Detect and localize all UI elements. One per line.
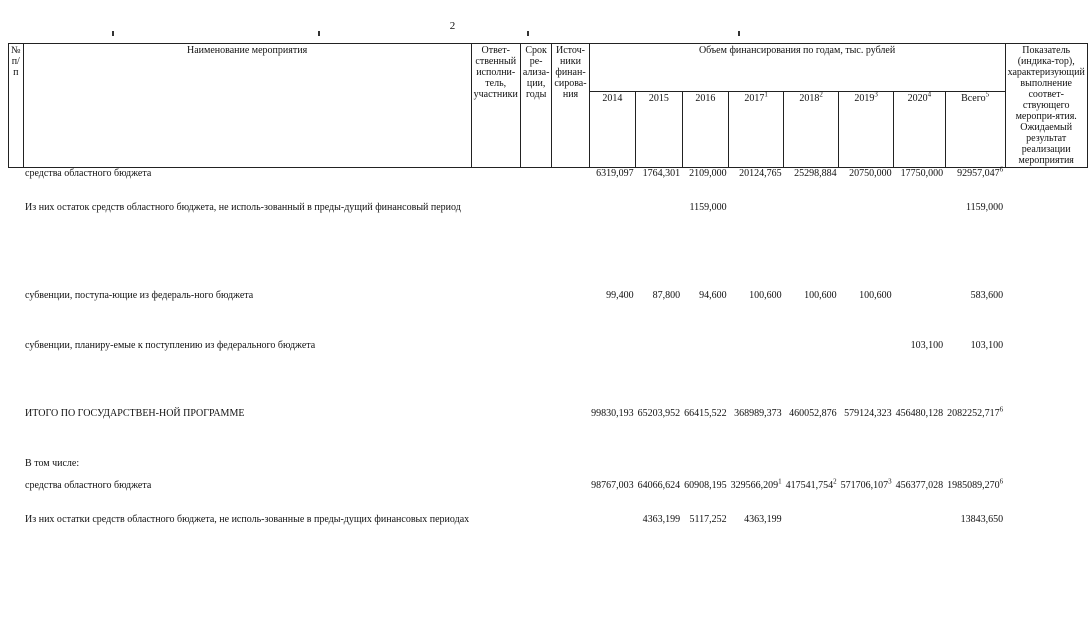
cell-value [894,458,946,480]
cell-value: 100,600 [859,289,892,301]
cell-value: 583,600 [970,289,1004,301]
cell-value: 579124,323 [844,407,892,419]
cell-value: 1764,301 [642,168,681,179]
cell-value [589,340,636,408]
row-name: средства областного бюджета [25,168,152,179]
col-header-name: Наименование мероприятия [23,44,471,168]
cell-value: 456480,128 [895,407,944,419]
col-header-year: 2020$^4$ [894,92,946,168]
cell-value: 2082252,717$^6$ [947,405,1004,419]
cell-value: 20124,765 [739,168,782,179]
cell-value [945,458,1005,480]
cell-value: 17750,000 [900,168,944,179]
cell-value [589,202,636,290]
page-number: 2 [449,20,456,32]
cell-value: 60908,195 [684,479,727,491]
cell-value: 94,600 [699,289,727,301]
cell-value: 6319,097 [596,168,634,179]
cell-value: 99830,193 [591,407,634,419]
table-row [9,514,1088,590]
financing-table [8,43,1088,590]
header-tick-mark [527,31,529,36]
col-header-term: Срок ре-ализа-ции, годы [520,44,552,168]
cell-value [894,202,946,290]
cell-value: 456377,028 [895,479,944,491]
cell-value: 417541,754$^2$ [785,477,837,491]
row-name: Из них остатки средств областного бюджета, не исполь-зованные в преды-дущих финансовых периодах [25,513,470,525]
cell-value [636,202,683,290]
cell-value: 25298,884 [794,168,837,179]
cell-value: 92957,047$^6$ [957,165,1004,179]
cell-value [729,458,784,480]
col-header-year: 2018$^2$ [784,92,839,168]
col-header-source: Источ-ники финан-сирова-ния [552,44,589,168]
col-header-executor: Ответ-ственный исполни-тель, участники [471,44,520,168]
col-header-year: 2016 [682,92,729,168]
row-name: средства областного бюджета [25,479,152,491]
cell-value [784,514,839,590]
cell-value: 4363,199 [744,513,782,525]
cell-value: 5117,252 [689,513,727,525]
cell-value [839,340,894,408]
cell-value [729,202,784,290]
cell-value: 103,100 [910,339,944,351]
cell-value [894,290,946,340]
table-row [9,458,1088,480]
cell-value: 460052,876 [789,407,837,419]
row-name: ИТОГО ПО ГОСУДАРСТВЕН-НОЙ ПРОГРАММЕ [25,407,245,419]
cell-value: 20750,000 [849,168,892,179]
table-row [9,340,1088,408]
cell-value [784,458,839,480]
row-name: субвенции, планиру-емые к поступлению из федерального бюджета [25,339,316,351]
cell-value: 103,100 [970,339,1004,351]
cell-value [636,340,683,408]
cell-value: 65203,952 [637,407,681,419]
cell-value: 13843,650 [960,513,1004,525]
cell-value: 571706,107$^3$ [840,477,892,491]
col-header-year: 2019$^3$ [839,92,894,168]
table-row [9,480,1088,514]
cell-value [636,458,683,480]
table-row [9,168,1088,202]
col-header-year: 2015 [636,92,683,168]
col-header-year: 2014 [589,92,636,168]
cell-value: 4363,199 [642,513,681,525]
row-name: Из них остаток средств областного бюджета, не исполь-зованный в преды-дущий финансовый период [25,201,461,213]
col-header-year: 2017$^1$ [729,92,784,168]
table-row [9,202,1088,290]
table-row [9,408,1088,458]
table-row [9,290,1088,340]
cell-value [682,458,729,480]
cell-value [784,340,839,408]
cell-value [894,514,946,590]
col-header-number: № п/п [9,44,24,168]
cell-value [839,514,894,590]
col-header-indicator: Показатель (индика-тор), характеризующий выполнение соответ-ствующего меропри-ятия. Ожидаемый результат реализации мероприятия [1005,44,1087,168]
header-tick-mark [112,31,114,36]
header-tick-mark [318,31,320,36]
cell-value: 87,800 [652,289,681,301]
cell-value: 1159,000 [689,201,727,213]
cell-value [839,458,894,480]
cell-value: 66415,522 [684,407,727,419]
row-name: субвенции, поступа-ющие из федераль-ного бюджета [25,289,254,301]
cell-value [839,202,894,290]
cell-value [729,340,784,408]
cell-value: 100,600 [749,289,782,301]
cell-value: 368989,373 [734,407,782,419]
col-header-year: Всего$^5$ [945,92,1005,168]
cell-value [682,340,729,408]
row-name: В том числе: [25,457,80,469]
col-header-funding-group: Объем финансирования по годам, тыс. рублей [589,44,1005,92]
header-tick-mark [738,31,740,36]
cell-value: 329566,209$^1$ [730,477,782,491]
cell-value: 1159,000 [965,201,1004,213]
cell-value [784,202,839,290]
cell-value [589,458,636,480]
cell-value [589,514,636,590]
cell-value: 1985089,270$^6$ [947,477,1004,491]
cell-value: 64066,624 [637,479,681,491]
cell-value: 98767,003 [591,479,634,491]
cell-value: 2109,000 [689,168,727,179]
cell-value: 99,400 [606,289,634,301]
cell-value: 100,600 [804,289,837,301]
